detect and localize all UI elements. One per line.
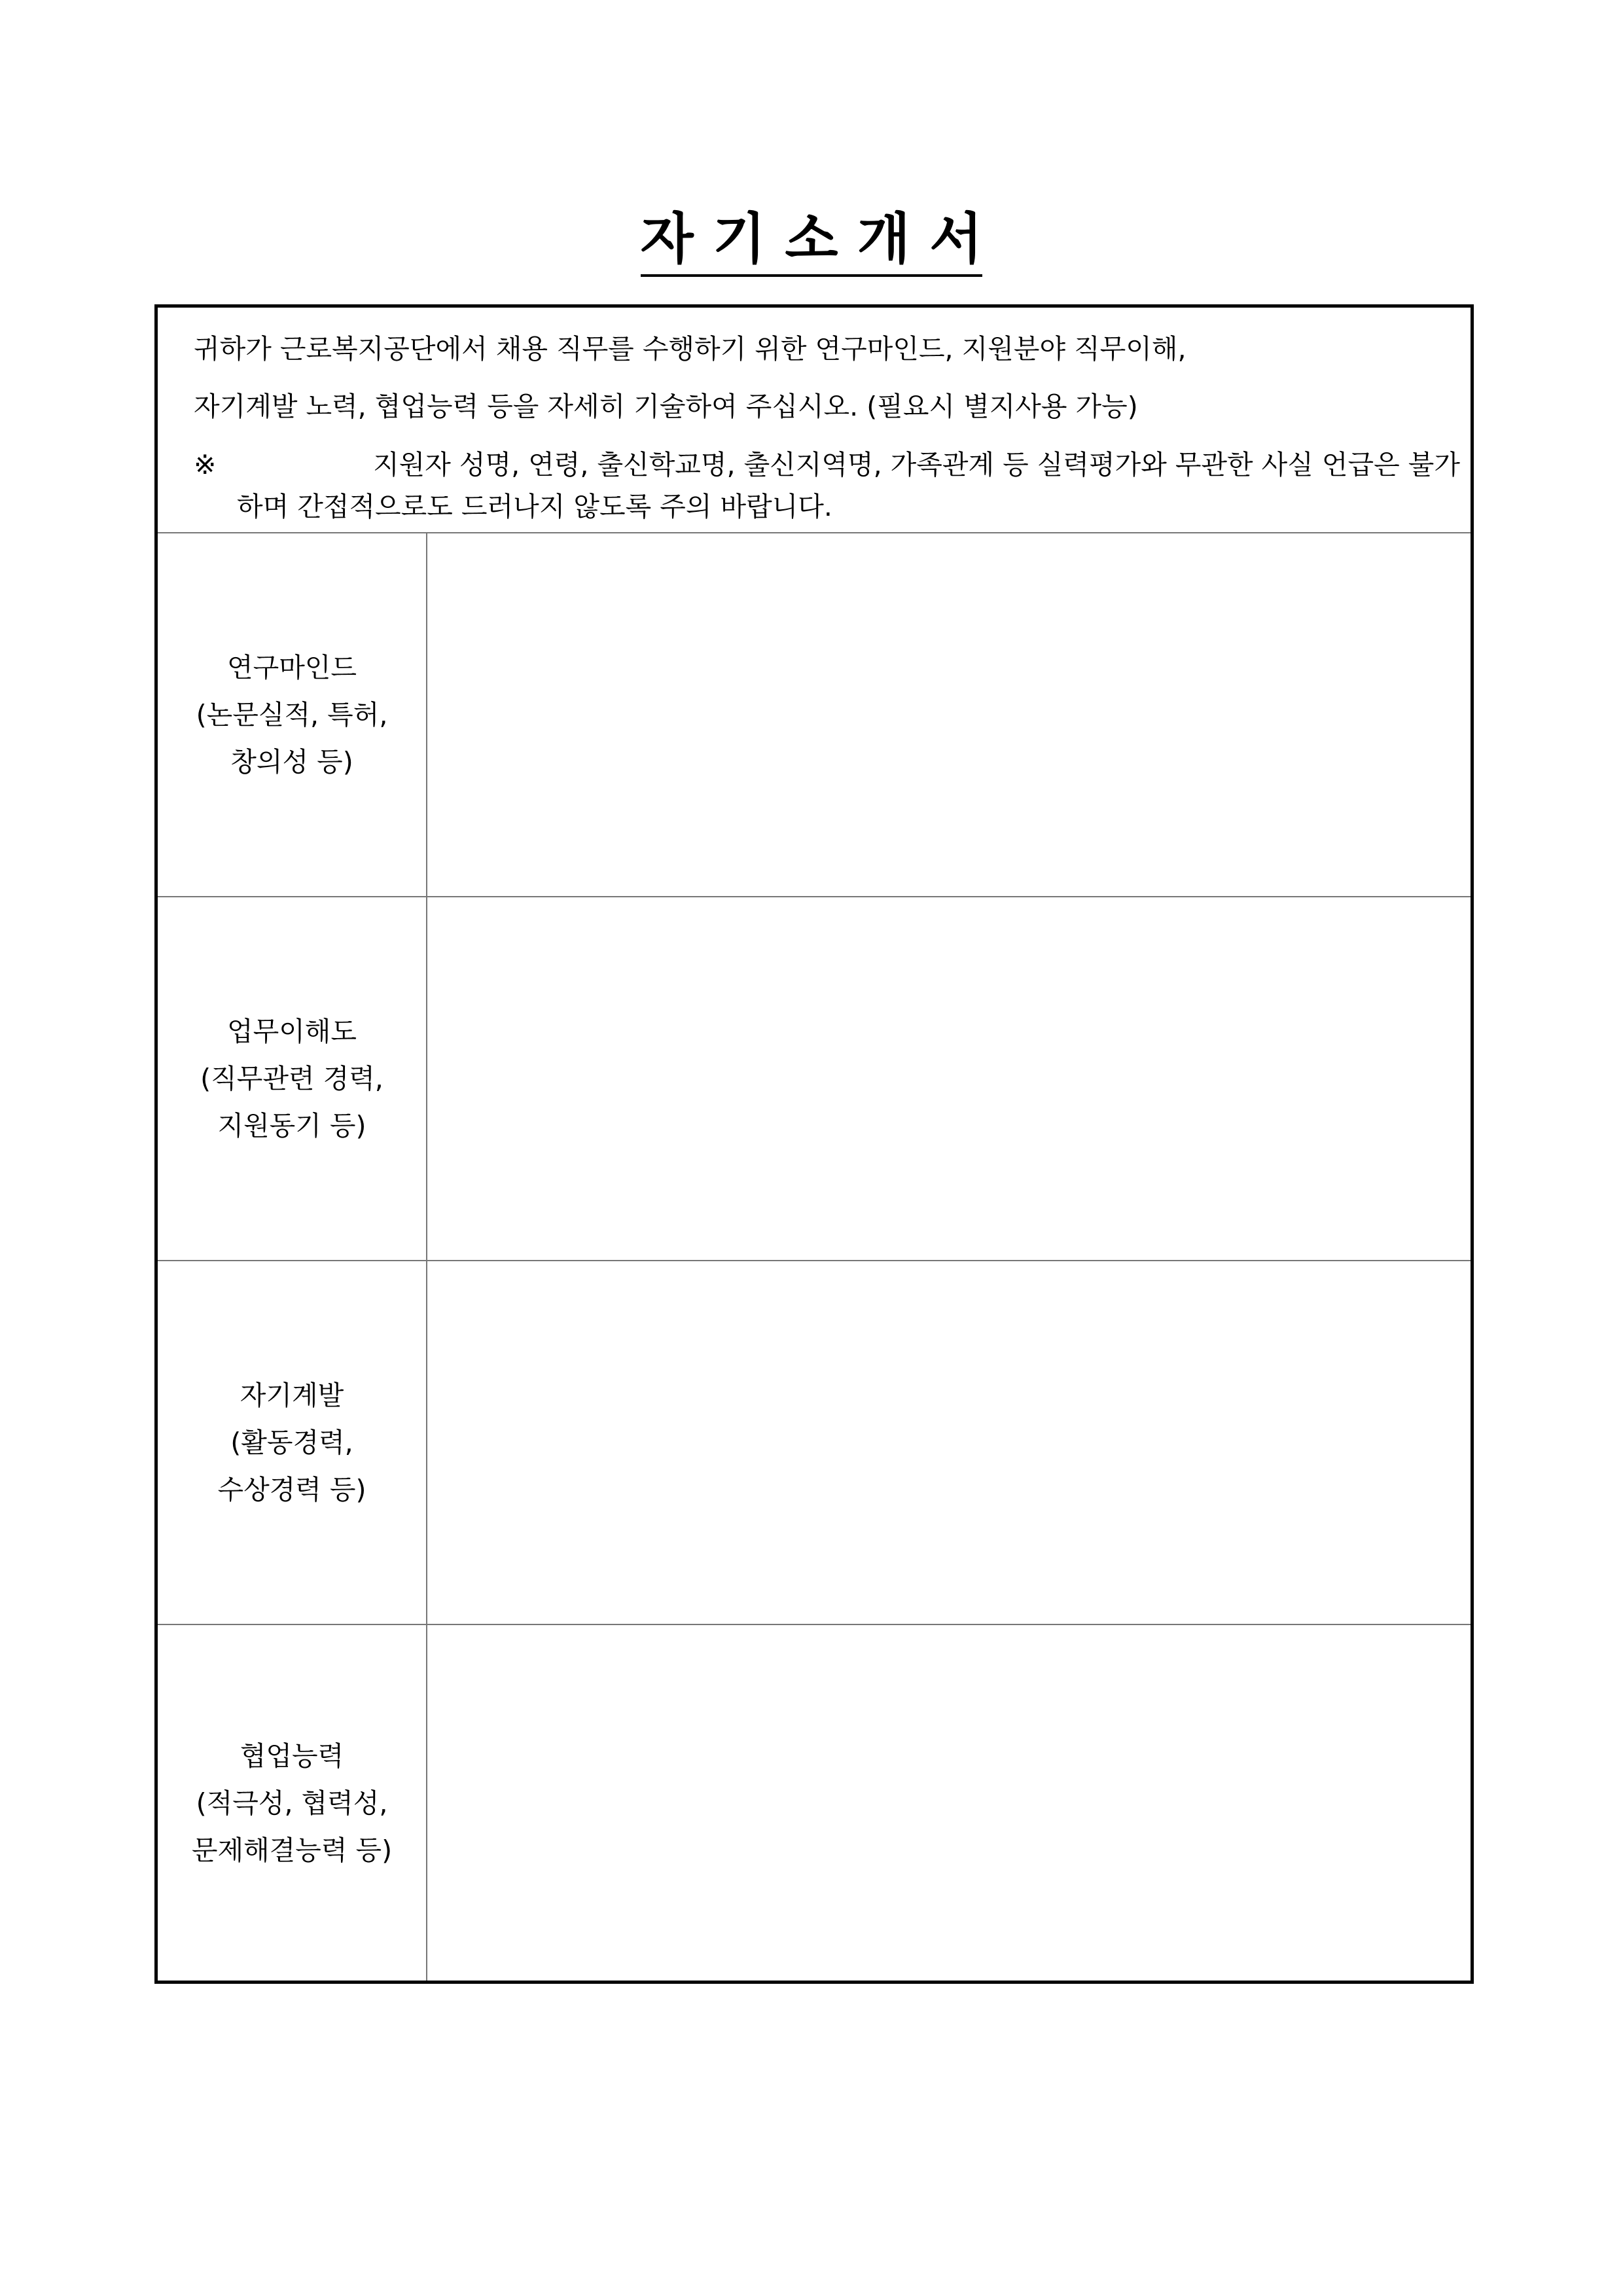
section-detail-1: (적극성, 협력성,	[196, 1787, 388, 1819]
section-detail-1: (직무관련 경력,	[200, 1063, 383, 1094]
section-detail-2: 창의성 등)	[230, 746, 353, 778]
answer-field-job-understanding[interactable]	[427, 897, 1471, 1260]
note-text-2: 하며 간접적으로도 드러나지 않도록 주의 바랍니다.	[237, 491, 832, 522]
section-title: 협업능력	[240, 1740, 344, 1772]
section-label-job-understanding	[158, 897, 427, 1260]
instruction-note	[194, 444, 1460, 528]
title-text: 자 기 소 개 서	[641, 206, 983, 277]
section-title: 자기계발	[240, 1380, 344, 1411]
section-row-collaboration	[158, 1625, 1471, 1981]
section-row-research-mind	[158, 533, 1471, 897]
section-title: 업무이해도	[226, 1016, 357, 1047]
page-title	[0, 206, 1623, 277]
answer-field-collaboration[interactable]	[427, 1625, 1471, 1981]
section-row-job-understanding	[158, 897, 1471, 1261]
reference-mark: ※	[194, 449, 217, 480]
section-title: 연구마인드	[226, 652, 357, 683]
instruction-line-2: 자기계발 노력, 협업능력 등을 자세히 기술하여 주십시오. (필요시 별지사용 가능)	[194, 391, 1138, 422]
answer-field-research-mind[interactable]	[427, 533, 1471, 896]
section-row-self-development	[158, 1261, 1471, 1625]
section-detail-1: (논문실적, 특허,	[196, 699, 388, 730]
section-label-self-development	[158, 1261, 427, 1624]
answer-field-self-development[interactable]	[427, 1261, 1471, 1624]
section-label-research-mind	[158, 533, 427, 896]
section-detail-2: 수상경력 등)	[217, 1474, 366, 1505]
section-label-collaboration	[158, 1625, 427, 1981]
section-detail-1: (활동경력,	[230, 1427, 353, 1458]
instruction-line-1: 귀하가 근로복지공단에서 채용 직무를 수행하기 위한 연구마인드, 지원분야 직무이해,	[194, 333, 1186, 365]
section-detail-2: 지원동기 등)	[217, 1110, 366, 1141]
section-detail-2: 문제해결능력 등)	[191, 1834, 393, 1866]
self-introduction-form	[154, 304, 1474, 1984]
note-text-1: 지원자 성명, 연령, 출신학교명, 출신지역명, 가족관계 등 실력평가와 무관한 사실 언급은 불가	[373, 449, 1460, 480]
note-line-1	[194, 444, 1460, 486]
instructions-box	[158, 308, 1471, 533]
